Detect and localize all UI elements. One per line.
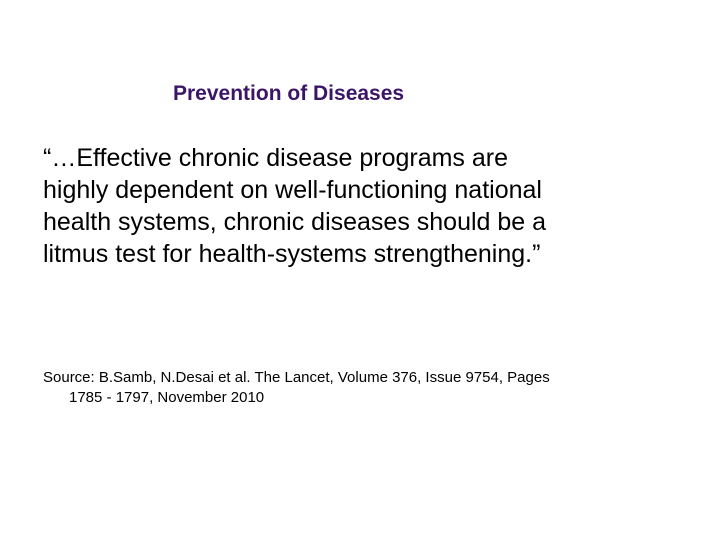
- source-line: 1785 - 1797, November 2010: [69, 389, 265, 406]
- quote-line: “…Effective chronic disease programs are: [43, 144, 509, 172]
- source-citation: [43, 368, 703, 408]
- quote-line: health systems, chronic diseases should be a: [43, 208, 547, 236]
- slide-title: Prevention of Diseases: [173, 82, 405, 105]
- quote-line: highly dependent on well-functioning national: [43, 176, 542, 204]
- quote-line: litmus test for health-systems strengthening.”: [43, 240, 541, 268]
- quote-block: [43, 142, 703, 270]
- source-line: Source: B.Samb, N.Desai et al. The Lancet, Volume 376, Issue 9754, Pages: [43, 369, 550, 386]
